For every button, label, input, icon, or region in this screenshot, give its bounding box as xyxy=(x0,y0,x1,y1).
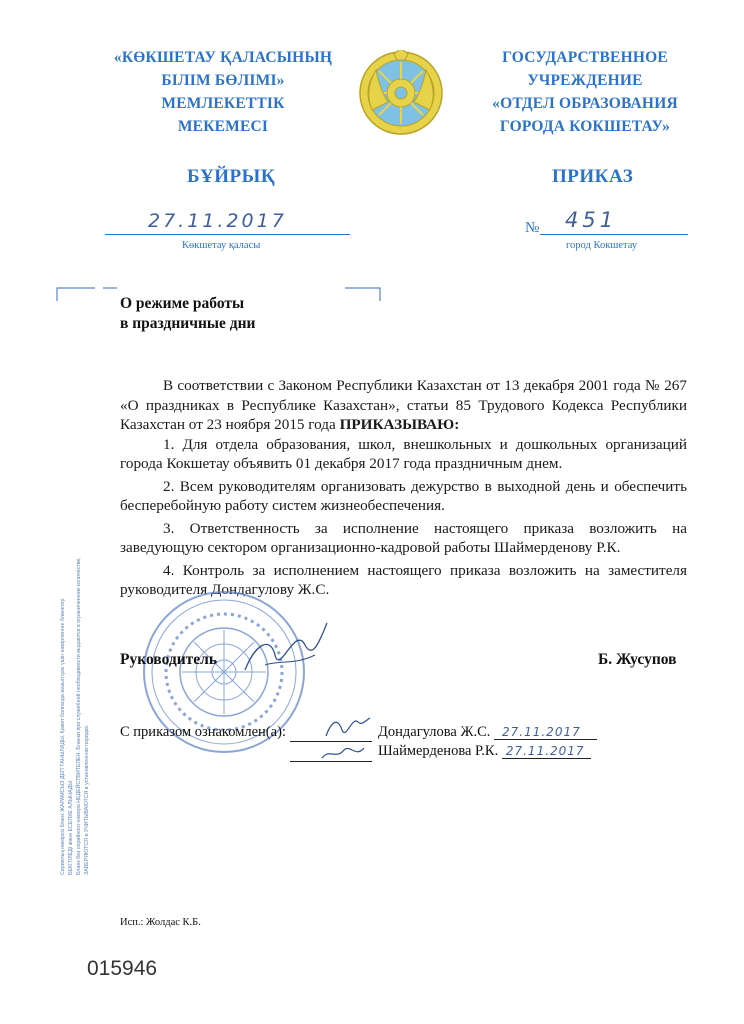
order-item-4: 4. Контроль за исполнением настоящего приказа возложить на заместителя руководителя Дондагулову Ж.С. xyxy=(120,561,687,598)
date-line xyxy=(105,234,350,235)
signature-role: Руководитель xyxy=(120,651,218,668)
ack-date-1: 27.11.2017 xyxy=(494,725,597,740)
ack-row-2 xyxy=(378,743,591,760)
order-item-1: 1. Для отдела образования, школ, внешкольных и дошкольных организаций города Кокшетау объявить 01 декабря 2017 года праздничным днем. xyxy=(120,435,687,472)
number-handwritten: 451 xyxy=(565,208,618,232)
kazakhstan-emblem-icon xyxy=(358,50,444,136)
executor: Исп.: Жолдас К.Б. xyxy=(120,917,201,928)
intro-text: В соответствии с Законом Республики Казахстан от 13 декабря 2001 года № 267 «О праздниках в Республике Казахстан», статьи 85 Трудового Кодекса Республики Казахстан от 23 ноября 2015 года xyxy=(120,377,687,433)
ack-label: С приказом ознакомлен(а): xyxy=(120,724,286,740)
header-left-line-4: МЕКЕМЕСІ xyxy=(177,118,269,135)
doc-type-kz: БҰЙРЫҚ xyxy=(187,166,276,187)
ack-name-1: Дондагулова Ж.С. xyxy=(378,724,491,740)
header-right-ru xyxy=(465,46,705,138)
director-signature xyxy=(235,615,335,685)
subject-line-2: в праздничные дни xyxy=(120,315,256,332)
serial-number: 015946 xyxy=(87,957,158,980)
order-item-3: 3. Ответственность за исполнение настоящего приказа возложить на заведующую сектором организационно-кадровой работы Шаймерденову Р.К. xyxy=(120,519,687,556)
subject-line-1: О режиме работы xyxy=(120,295,245,312)
subject xyxy=(120,294,255,334)
date-handwritten: 27.11.2017 xyxy=(148,210,287,232)
header-left-line-1: «КӨКШЕТАУ ҚАЛАСЫНЫҢ xyxy=(113,49,333,66)
number-line xyxy=(540,234,688,235)
side-notice-line-3: Бланк без серийного номера НЕДЕЙСТВИТЕЛЕН. Бланки при служебной необходимости выдаются в ограниченном количестве, xyxy=(76,557,82,875)
header-left-line-2: БІЛІМ БӨЛІМІ» xyxy=(161,72,285,89)
header-right-line-3: «ОТДЕЛ ОБРАЗОВАНИЯ xyxy=(492,95,678,112)
order-word: ПРИКАЗЫВАЮ: xyxy=(339,416,460,433)
order-body xyxy=(120,376,687,600)
side-notice-line-2: БЕКІТІЛЕДІ және ЕСЕПКЕ АЛЫНАДЫ xyxy=(68,780,74,875)
signature-name: Б. Жусупов xyxy=(598,651,677,668)
header-right-line-2: УЧРЕЖДЕНИЕ xyxy=(527,72,643,89)
ack-row-1 xyxy=(378,724,597,741)
order-item-2: 2. Всем руководителям организовать дежурство в выходной день и обеспечить бесперебойную работу систем жизнеобеспечения. xyxy=(120,477,687,514)
intro-paragraph xyxy=(120,376,687,435)
side-notice xyxy=(58,335,98,880)
header-left-kz xyxy=(98,46,348,138)
ack-signature-2 xyxy=(318,740,368,764)
ack-signature-1 xyxy=(322,712,372,742)
header-right-line-4: ГОРОДА КОКШЕТАУ» xyxy=(499,118,671,135)
side-notice-line-4: ЗАВЕРЯЮТСЯ и УЧИТЫВАЮТСЯ в установленном порядке. xyxy=(84,724,90,875)
ack-date-2: 27.11.2017 xyxy=(502,744,591,759)
city-ru: город Кокшетау xyxy=(566,240,638,251)
header-left-line-3: МЕМЛЕКЕТТІК xyxy=(161,95,285,112)
number-prefix: № xyxy=(525,220,540,236)
side-notice-line-1: Сериялық нөмірсіз бланк ЖАРАМСЫЗ ДЕП ТАНЫЛАДЫ. Қажет болғанда жазып қою үшін нөмірленген бланктер xyxy=(60,598,66,875)
ack-name-2: Шаймерденова Р.К. xyxy=(378,743,499,759)
city-kz: Көкшетау қаласы xyxy=(182,240,261,251)
header-right-line-1: ГОСУДАРСТВЕННОЕ xyxy=(502,49,668,66)
doc-type-ru: ПРИКАЗ xyxy=(552,166,634,187)
